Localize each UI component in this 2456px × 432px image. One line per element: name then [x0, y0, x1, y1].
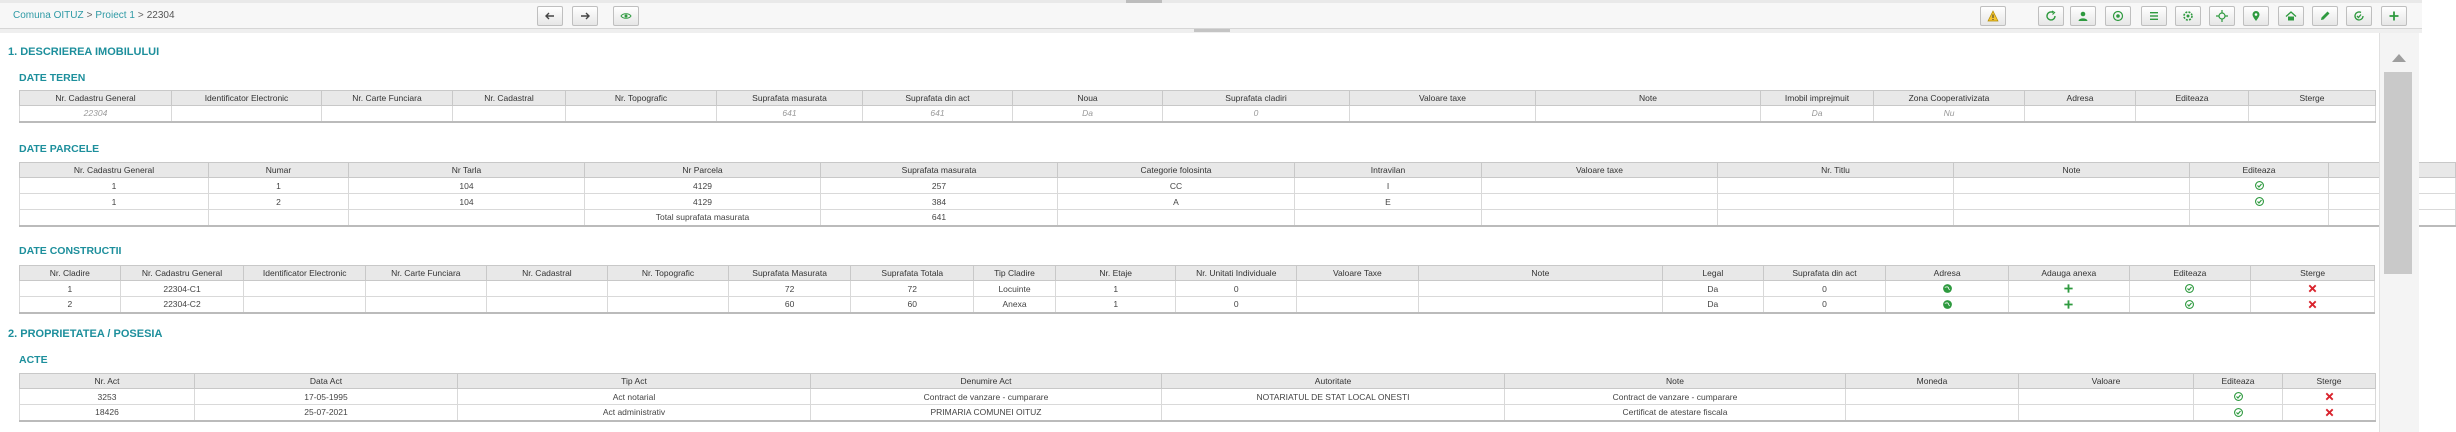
- cell-suprafata-masurata: 72: [728, 281, 851, 297]
- column-header[interactable]: Autoritate: [1162, 374, 1505, 389]
- cell-sterge: [2283, 405, 2376, 421]
- cell-nr-topografic: [608, 297, 729, 313]
- column-header[interactable]: Valoare Taxe: [1297, 266, 1419, 281]
- breadcrumb-item-proiect[interactable]: Proiect 1: [95, 10, 135, 21]
- delete-row-button[interactable]: [2307, 283, 2319, 295]
- delete-row-button[interactable]: [2323, 406, 2335, 418]
- column-header[interactable]: Categorie folosinta: [1058, 163, 1295, 178]
- column-header[interactable]: Zona Cooperativizata: [1874, 91, 2025, 106]
- cell-suprafata-totala: 72: [851, 281, 974, 297]
- map-pin-icon: [2250, 10, 2262, 22]
- column-header[interactable]: Valoare taxe: [1350, 91, 1536, 106]
- cell-sterge: [2249, 106, 2376, 122]
- cell-note: [1954, 194, 2190, 210]
- cell-tip-act: Act administrativ: [458, 405, 811, 421]
- locate-button[interactable]: [2209, 6, 2235, 26]
- warning-button[interactable]: [1980, 6, 2006, 26]
- column-header[interactable]: Nr. Cladire: [20, 266, 121, 281]
- column-header[interactable]: Suprafata Totala: [851, 266, 974, 281]
- edit-button[interactable]: [2312, 6, 2338, 26]
- section-title-proprietatea: 2. PROPRIETATEA / POSESIA: [8, 328, 163, 340]
- column-header[interactable]: Nr Parcela: [585, 163, 821, 178]
- check-refresh-icon: [2353, 10, 2365, 22]
- cell-imobil-imprejmuit: Da: [1761, 106, 1874, 122]
- column-header[interactable]: Nr. Topografic: [566, 91, 717, 106]
- cell-valoare-taxe: [1297, 281, 1419, 297]
- total-row: [20, 210, 2456, 226]
- cell-carte-funciara: [366, 281, 487, 297]
- map-pin-button[interactable]: [2243, 6, 2269, 26]
- cell-suprafata-totala: 60: [851, 297, 974, 313]
- cell-nr-unitati: 0: [1176, 281, 1297, 297]
- cell-valoare-taxe: [1482, 194, 1718, 210]
- column-header[interactable]: Moneda: [1846, 374, 2019, 389]
- plus-icon: [2063, 283, 2074, 294]
- cell-suprafata-act: 0: [1763, 297, 1886, 313]
- breadcrumb-separator: >: [137, 10, 144, 21]
- cell-sterge: [2251, 297, 2375, 313]
- column-header[interactable]: Suprafata din act: [863, 91, 1013, 106]
- cell-valoare-taxe: [1350, 106, 1536, 122]
- cell-note: [1418, 297, 1662, 313]
- column-header[interactable]: Nr. Unitati Individuale: [1176, 266, 1297, 281]
- cell-suprafata-cladiri: 0: [1163, 106, 1350, 122]
- cell-valoare-taxe: [1297, 297, 1419, 313]
- table-date-parcele: [19, 162, 2456, 227]
- column-header[interactable]: Valoare: [2019, 374, 2194, 389]
- column-header[interactable]: Editeaza: [2136, 91, 2249, 106]
- cell-legal: Da: [1662, 297, 1763, 313]
- cell-nr-act: 3253: [20, 389, 195, 405]
- cell-nr-titlu: [1718, 178, 1954, 194]
- cell-denumire-act: PRIMARIA COMUNEI OITUZ: [811, 405, 1162, 421]
- column-header[interactable]: Legal: [1662, 266, 1763, 281]
- column-header[interactable]: Intravilan: [1295, 163, 1482, 178]
- edit-check-icon: [2184, 299, 2195, 310]
- column-header[interactable]: Valoare taxe: [1482, 163, 1718, 178]
- table-row[interactable]: [20, 281, 2375, 297]
- column-header[interactable]: Nr. Titlu: [1718, 163, 1954, 178]
- cell-nr-cadastral: [486, 281, 608, 297]
- column-header[interactable]: Imobil imprejmuit: [1761, 91, 1874, 106]
- cell-note: Certificat de atestare fiscala: [1505, 405, 1846, 421]
- cell-autoritate: NOTARIATUL DE STAT LOCAL ONESTI: [1162, 389, 1505, 405]
- total-label: Total suprafata masurata: [585, 210, 821, 226]
- address-button[interactable]: [1941, 298, 1953, 310]
- cell-categorie: CC: [1058, 178, 1295, 194]
- add-annex-button[interactable]: [2063, 283, 2075, 295]
- column-header[interactable]: Suprafata cladiri: [1163, 91, 1350, 106]
- cell-nr-cadastral: [453, 106, 566, 122]
- delete-row-button[interactable]: [2323, 391, 2335, 403]
- edit-check-icon: [2184, 283, 2195, 294]
- edit-row-button[interactable]: [2184, 298, 2196, 310]
- cell-zona-cooperativizata: Nu: [1874, 106, 2025, 122]
- cell-nr-etaje: 1: [1055, 281, 1176, 297]
- cell-nr-topografic: [566, 106, 717, 122]
- pencil-icon: [2319, 10, 2331, 22]
- cell-note: [1536, 106, 1761, 122]
- table-date-teren: [19, 90, 2376, 123]
- column-header[interactable]: Suprafata Masurata: [728, 266, 851, 281]
- table-header-row: [20, 374, 2376, 389]
- edit-row-button[interactable]: [2253, 196, 2265, 208]
- breadcrumb-current: 22304: [146, 10, 175, 21]
- cell-valoare: [2019, 389, 2194, 405]
- cell-suprafata-act: 0: [1763, 281, 1886, 297]
- table-row[interactable]: [20, 389, 2376, 405]
- crosshair-icon: [2216, 10, 2228, 22]
- cell-note: [1418, 281, 1662, 297]
- home-button[interactable]: [2278, 6, 2304, 26]
- cell-sterge: [2283, 389, 2376, 405]
- cell-nr-cadastral: [486, 297, 608, 313]
- cell-categorie: A: [1058, 194, 1295, 210]
- section-title-date-constructii: DATE CONSTRUCTII: [19, 245, 122, 257]
- column-header[interactable]: Tip Cladire: [974, 266, 1056, 281]
- cell-nr-cladire: 2: [20, 297, 121, 313]
- cell-tip-cladire: Locuinte: [974, 281, 1056, 297]
- delete-row-button[interactable]: [2307, 298, 2319, 310]
- table-row[interactable]: [20, 178, 2456, 194]
- cell-nr-tarla: 104: [349, 194, 585, 210]
- cell-editeaza: [2129, 297, 2251, 313]
- plus-icon: [2388, 10, 2400, 22]
- address-button[interactable]: [1941, 283, 1953, 295]
- column-header[interactable]: Nr. Carte Funciara: [322, 91, 453, 106]
- cell-data-act: 25-07-2021: [195, 405, 458, 421]
- table-row[interactable]: [20, 194, 2456, 210]
- edit-check-icon: [2233, 407, 2244, 418]
- column-header[interactable]: Note: [1536, 91, 1761, 106]
- column-header[interactable]: Adresa: [1886, 266, 2009, 281]
- column-header[interactable]: Suprafata masurata: [821, 163, 1058, 178]
- cell-adauga-anexa: [2008, 281, 2129, 297]
- cell-autoritate: [1162, 405, 1505, 421]
- cell-adresa: [1886, 297, 2009, 313]
- column-header[interactable]: Note: [1418, 266, 1662, 281]
- column-header[interactable]: Editeaza: [2129, 266, 2251, 281]
- delete-x-icon: [2324, 391, 2335, 402]
- arrow-right-icon: [579, 10, 591, 22]
- toolbar: [0, 3, 2422, 29]
- refresh-button[interactable]: [2038, 6, 2064, 26]
- next-button[interactable]: [572, 6, 598, 26]
- cell-editeaza: [2136, 106, 2249, 122]
- table-row[interactable]: [20, 405, 2376, 421]
- breadcrumb-item-comuna[interactable]: Comuna OITUZ: [13, 10, 84, 21]
- list-icon: [2148, 10, 2160, 22]
- cell-nr-cladire: 1: [20, 281, 121, 297]
- section-title-date-teren: DATE TEREN: [19, 72, 86, 84]
- cell-numar: 2: [209, 194, 349, 210]
- column-header[interactable]: Adresa: [2025, 91, 2136, 106]
- column-header[interactable]: Note: [1954, 163, 2190, 178]
- cell-nr-tarla: 104: [349, 178, 585, 194]
- table-date-constructii: [19, 265, 2375, 314]
- table-header-row: [20, 163, 2456, 178]
- column-header[interactable]: Nr. Cadastral: [486, 266, 608, 281]
- section-title-descriere: 1. DESCRIEREA IMOBILULUI: [8, 46, 160, 58]
- breadcrumb-separator: >: [86, 10, 93, 21]
- scroll-up-button[interactable]: [2386, 48, 2412, 68]
- arrow-left-icon: [544, 10, 556, 22]
- cell-adresa: [1886, 281, 2009, 297]
- cell-adresa: [2025, 106, 2136, 122]
- column-header[interactable]: Nr. Topografic: [608, 266, 729, 281]
- cell-identificator: [244, 281, 366, 297]
- panel-splitter-handle[interactable]: [1194, 29, 1230, 32]
- cell-moneda: [1846, 405, 2019, 421]
- cell-editeaza: [2194, 405, 2283, 421]
- column-header[interactable]: Adauga anexa: [2008, 266, 2129, 281]
- cell-nr-cadastru: 22304: [20, 106, 172, 122]
- cell-carte-funciara: [322, 106, 453, 122]
- cell-carte-funciara: [366, 297, 487, 313]
- cell-nr-cadastru: 22304-C2: [120, 297, 244, 313]
- cell-intravilan: E: [1295, 194, 1482, 210]
- scrollbar-thumb[interactable]: [2384, 72, 2412, 274]
- target-icon: [2112, 10, 2124, 22]
- section-title-acte: ACTE: [19, 354, 48, 366]
- cell-nr-unitati: 0: [1176, 297, 1297, 313]
- cell-noua: Da: [1013, 106, 1163, 122]
- cell-nr-cadastru: 22304-C1: [120, 281, 244, 297]
- column-header[interactable]: Nr. Cadastru General: [20, 163, 209, 178]
- globe-icon: [1942, 299, 1953, 310]
- gear-icon: [2182, 10, 2194, 22]
- column-header[interactable]: Suprafata masurata: [717, 91, 863, 106]
- column-header[interactable]: Note: [1505, 374, 1846, 389]
- cell-sterge: [2251, 281, 2375, 297]
- delete-x-icon: [2307, 299, 2318, 310]
- settings-button[interactable]: [2175, 6, 2201, 26]
- cell-suprafata: 384: [821, 194, 1058, 210]
- cell-legal: Da: [1662, 281, 1763, 297]
- delete-x-icon: [2324, 407, 2335, 418]
- person-button[interactable]: [2070, 6, 2096, 26]
- edit-check-icon: [2233, 391, 2244, 402]
- column-header[interactable]: Nr. Cadastral: [453, 91, 566, 106]
- cell-nr-act: 18426: [20, 405, 195, 421]
- globe-icon: [1942, 283, 1953, 294]
- column-header[interactable]: Sterge: [2249, 91, 2376, 106]
- add-button[interactable]: [2381, 6, 2407, 26]
- column-header[interactable]: Tip Act: [458, 374, 811, 389]
- confirm-button[interactable]: [2346, 6, 2372, 26]
- edit-row-button[interactable]: [2232, 406, 2244, 418]
- cell-nr-parcela: 4129: [585, 194, 821, 210]
- cell-nr-cadastru: 1: [20, 178, 209, 194]
- cell-intravilan: I: [1295, 178, 1482, 194]
- edit-row-button[interactable]: [2184, 283, 2196, 295]
- list-button[interactable]: [2141, 6, 2167, 26]
- table-header-row: [20, 266, 2375, 281]
- cell-editeaza: [2194, 389, 2283, 405]
- column-header[interactable]: Data Act: [195, 374, 458, 389]
- table-row[interactable]: [20, 297, 2375, 313]
- content-area: [0, 33, 2378, 432]
- column-header[interactable]: Noua: [1013, 91, 1163, 106]
- cell-nr-topografic: [608, 281, 729, 297]
- column-header[interactable]: Numar: [209, 163, 349, 178]
- breadcrumb: [13, 10, 175, 21]
- section-title-date-parcele: DATE PARCELE: [19, 143, 100, 155]
- column-header[interactable]: Nr. Cadastru General: [20, 91, 172, 106]
- column-header[interactable]: Sterge: [2251, 266, 2375, 281]
- edit-check-icon: [2254, 180, 2265, 191]
- cell-suprafata-masurata: 60: [728, 297, 851, 313]
- target-button[interactable]: [2105, 6, 2131, 26]
- cell-adauga-anexa: [2008, 297, 2129, 313]
- cell-nr-titlu: [1718, 194, 1954, 210]
- column-header[interactable]: Nr. Act: [20, 374, 195, 389]
- cell-nr-etaje: 1: [1055, 297, 1176, 313]
- column-header[interactable]: Nr. Cadastru General: [120, 266, 244, 281]
- refresh-icon: [2045, 10, 2057, 22]
- cell-editeaza: [2129, 281, 2251, 297]
- column-header[interactable]: Nr. Carte Funciara: [366, 266, 487, 281]
- plus-icon: [2063, 299, 2074, 310]
- cell-nr-parcela: 4129: [585, 178, 821, 194]
- column-header[interactable]: Nr Tarla: [349, 163, 585, 178]
- delete-x-icon: [2307, 283, 2318, 294]
- cell-note: [1954, 178, 2190, 194]
- edit-row-button[interactable]: [2232, 391, 2244, 403]
- column-header[interactable]: Suprafata din act: [1763, 266, 1886, 281]
- cell-suprafata-masurata: 641: [717, 106, 863, 122]
- cell-moneda: [1846, 389, 2019, 405]
- cell-identificator: [244, 297, 366, 313]
- column-header[interactable]: Nr. Etaje: [1055, 266, 1176, 281]
- add-annex-button[interactable]: [2063, 298, 2075, 310]
- cell-numar: 1: [209, 178, 349, 194]
- column-header[interactable]: Identificator Electronic: [244, 266, 366, 281]
- table-header-row: [20, 91, 2376, 106]
- user-icon: [2077, 10, 2089, 22]
- cell-editeaza: [2190, 178, 2329, 194]
- table-row[interactable]: [20, 106, 2376, 122]
- column-header[interactable]: Editeaza: [2190, 163, 2329, 178]
- column-header[interactable]: Identificator Electronic: [172, 91, 322, 106]
- column-header[interactable]: Sterge: [2283, 374, 2376, 389]
- cell-editeaza: [2190, 194, 2329, 210]
- cell-tip-act: Act notarial: [458, 389, 811, 405]
- home-icon: [2285, 10, 2297, 22]
- view-button[interactable]: [613, 6, 639, 26]
- cell-note: Contract de vanzare - cumparare: [1505, 389, 1846, 405]
- cell-denumire-act: Contract de vanzare - cumparare: [811, 389, 1162, 405]
- cell-valoare: [2019, 405, 2194, 421]
- cell-nr-cadastru: 1: [20, 194, 209, 210]
- cell-tip-cladire: Anexa: [974, 297, 1056, 313]
- prev-button[interactable]: [537, 6, 563, 26]
- cell-suprafata: 257: [821, 178, 1058, 194]
- total-value: 641: [821, 210, 1058, 226]
- cell-valoare-taxe: [1482, 178, 1718, 194]
- table-acte: [19, 373, 2376, 422]
- warning-icon: [1987, 10, 1999, 22]
- cell-data-act: 17-05-1995: [195, 389, 458, 405]
- cell-suprafata-act: 641: [863, 106, 1013, 122]
- column-header[interactable]: Denumire Act: [811, 374, 1162, 389]
- eye-icon: [620, 10, 632, 22]
- edit-row-button[interactable]: [2253, 180, 2265, 192]
- edit-check-icon: [2254, 196, 2265, 207]
- cell-identificator: [172, 106, 322, 122]
- column-header[interactable]: Editeaza: [2194, 374, 2283, 389]
- triangle-up-icon: [2386, 48, 2412, 68]
